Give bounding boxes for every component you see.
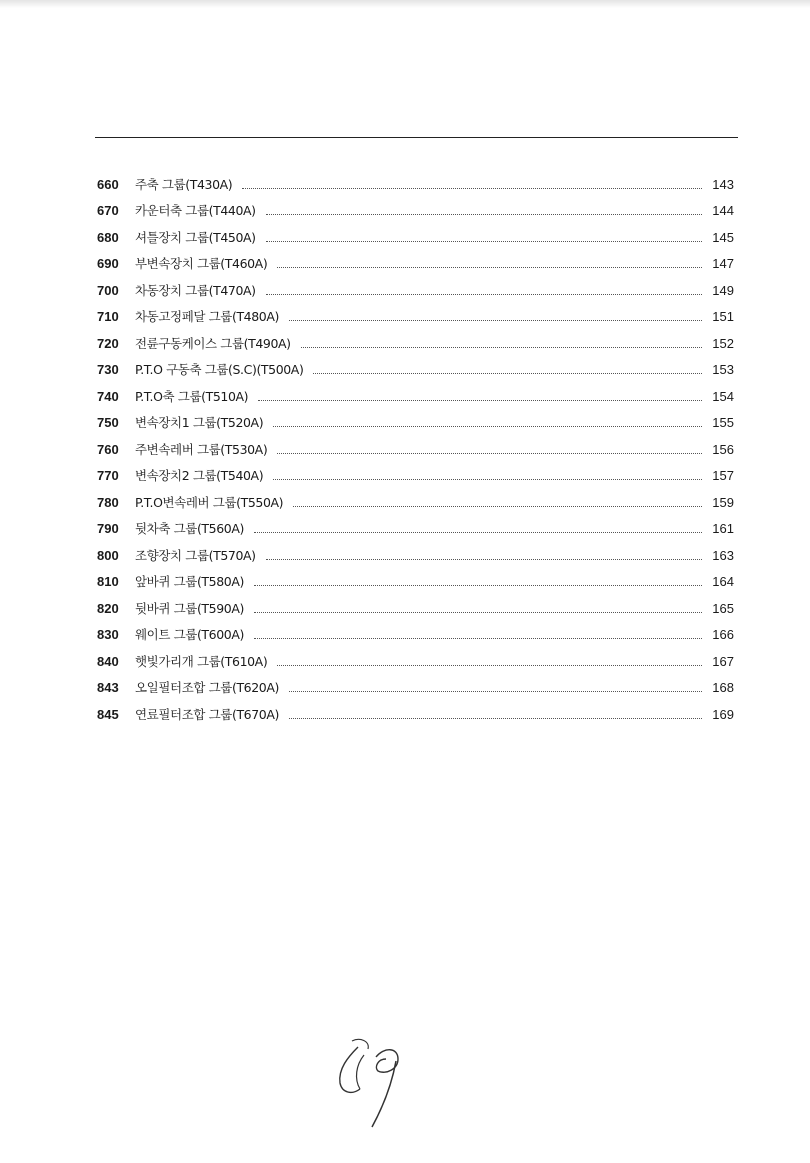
toc-entry-number: 840 — [97, 653, 119, 669]
toc-entry-number: 680 — [97, 229, 119, 245]
toc-entry — [97, 617, 734, 644]
toc-entry-title: 주변속레버 그룹(T530A) — [135, 441, 268, 457]
toc-entry-page: 154 — [712, 388, 734, 404]
toc-entry-title: 부변속장치 그룹(T460A) — [135, 256, 268, 271]
toc-entry-page: 149 — [712, 282, 734, 298]
dot-leader — [313, 373, 702, 374]
toc-entry-title: 전륜구동케이스 그룹(T490A) — [135, 335, 291, 351]
toc-entry-title: 변속장치1 그룹(T520A) — [135, 415, 264, 430]
dot-leader — [242, 188, 702, 189]
toc-entry — [97, 378, 734, 405]
toc-entry-page: 143 — [712, 176, 734, 192]
dot-leader — [254, 612, 702, 613]
toc-entry-title: 햇빛가리개 그룹(T610A) — [135, 653, 268, 669]
toc-entry-title: P.T.O 구동축 그룹(S.C)(T500A) — [135, 362, 304, 377]
toc-entry-number: 810 — [97, 574, 119, 589]
toc-entry — [97, 272, 734, 299]
dot-leader — [258, 400, 702, 401]
toc-entry — [97, 193, 734, 220]
toc-entry-page: 169 — [712, 706, 734, 722]
toc-entry — [97, 166, 734, 193]
dot-leader — [266, 294, 702, 295]
toc-entry-number: 740 — [97, 388, 119, 404]
dot-leader — [289, 320, 702, 321]
toc-entry-title: 차동장치 그룹(T470A) — [135, 282, 256, 298]
dot-leader — [277, 453, 702, 454]
toc-entry-title: 뒷바퀴 그룹(T590A) — [135, 600, 244, 616]
toc-entry-number: 800 — [97, 547, 119, 563]
dot-leader — [266, 559, 702, 560]
toc-entry-title: 뒷차축 그룹(T560A) — [135, 521, 244, 536]
dot-leader — [277, 665, 702, 666]
toc-entry — [97, 643, 734, 670]
toc-entry-number: 760 — [97, 441, 119, 457]
dot-leader — [289, 718, 702, 719]
toc-entry-number: 843 — [97, 680, 119, 695]
dot-leader — [254, 638, 702, 639]
scan-edge-shading — [0, 0, 810, 8]
toc-entry — [97, 246, 734, 273]
toc-entry — [97, 564, 734, 591]
toc-entry — [97, 299, 734, 326]
toc-entry-page: 147 — [712, 256, 734, 271]
dot-leader — [277, 267, 702, 268]
handwritten-signature — [330, 1035, 410, 1130]
toc-entry-title: 차동고정페달 그룹(T480A) — [135, 309, 279, 324]
toc-entry-title: P.T.O변속레버 그룹(T550A) — [135, 494, 284, 510]
toc-entry — [97, 352, 734, 379]
toc-entry-number: 770 — [97, 468, 119, 483]
toc-entry-number: 830 — [97, 627, 119, 642]
toc-entry — [97, 696, 734, 723]
dot-leader — [254, 532, 702, 533]
toc-entry-number: 670 — [97, 203, 119, 218]
toc-entry-number: 710 — [97, 309, 119, 324]
toc-entry-page: 144 — [712, 203, 734, 218]
toc-entry — [97, 537, 734, 564]
toc-entry — [97, 590, 734, 617]
toc-entry-title: 오일필터조합 그룹(T620A) — [135, 680, 279, 695]
toc-entry-page: 153 — [712, 362, 734, 377]
table-of-contents — [97, 166, 734, 723]
toc-entry-title: P.T.O축 그룹(T510A) — [135, 388, 249, 404]
toc-entry-page: 145 — [712, 229, 734, 245]
toc-entry — [97, 325, 734, 352]
toc-entry-page: 166 — [712, 627, 734, 642]
toc-entry — [97, 458, 734, 485]
dot-leader — [273, 426, 702, 427]
header-rule — [95, 137, 738, 138]
toc-entry-title: 변속장치2 그룹(T540A) — [135, 468, 264, 483]
toc-entry — [97, 405, 734, 432]
toc-entry-page: 168 — [712, 680, 734, 695]
toc-entry-title: 셔틀장치 그룹(T450A) — [135, 229, 256, 245]
toc-entry — [97, 511, 734, 538]
dot-leader — [289, 691, 702, 692]
dot-leader — [293, 506, 702, 507]
toc-entry-page: 164 — [712, 574, 734, 589]
dot-leader — [254, 585, 702, 586]
toc-entry-number: 820 — [97, 600, 119, 616]
dot-leader — [266, 214, 702, 215]
toc-entry-page: 161 — [712, 521, 734, 536]
toc-entry-title: 앞바퀴 그룹(T580A) — [135, 574, 244, 589]
toc-entry-page: 163 — [712, 547, 734, 563]
toc-entry-title: 연료필터조합 그룹(T670A) — [135, 706, 279, 722]
toc-entry-number: 700 — [97, 282, 119, 298]
toc-entry-title: 주축 그룹(T430A) — [135, 176, 233, 192]
toc-entry-page: 167 — [712, 653, 734, 669]
toc-entry-title: 웨이트 그룹(T600A) — [135, 627, 244, 642]
toc-entry — [97, 670, 734, 697]
toc-entry-number: 690 — [97, 256, 119, 271]
toc-entry — [97, 484, 734, 511]
toc-entry-page: 156 — [712, 441, 734, 457]
toc-entry-page: 165 — [712, 600, 734, 616]
toc-entry-number: 730 — [97, 362, 119, 377]
toc-entry-number: 845 — [97, 706, 119, 722]
toc-entry — [97, 219, 734, 246]
dot-leader — [301, 347, 702, 348]
toc-entry-title: 조향장치 그룹(T570A) — [135, 547, 256, 563]
toc-entry-number: 720 — [97, 335, 119, 351]
toc-entry — [97, 431, 734, 458]
dot-leader — [273, 479, 702, 480]
toc-entry-page: 159 — [712, 494, 734, 510]
toc-entry-page: 152 — [712, 335, 734, 351]
toc-entry-title: 카운터축 그룹(T440A) — [135, 203, 256, 218]
dot-leader — [266, 241, 702, 242]
toc-entry-page: 155 — [712, 415, 734, 430]
toc-entry-number: 780 — [97, 494, 119, 510]
toc-entry-number: 750 — [97, 415, 119, 430]
toc-entry-page: 151 — [712, 309, 734, 324]
toc-entry-number: 790 — [97, 521, 119, 536]
toc-entry-number: 660 — [97, 176, 119, 192]
toc-entry-page: 157 — [712, 468, 734, 483]
